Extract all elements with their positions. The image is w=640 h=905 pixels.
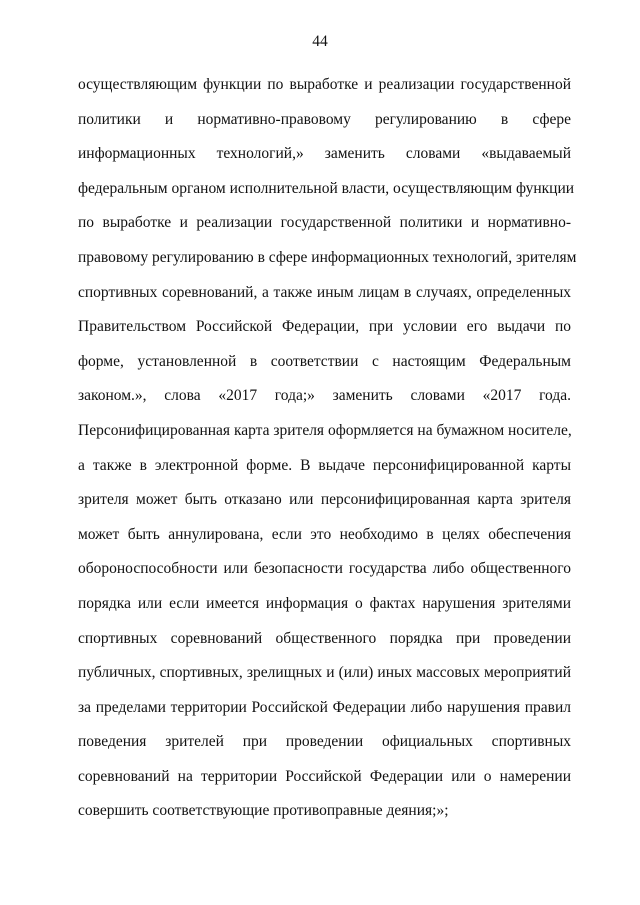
text-line: поведения зрителей при проведении официальных спортивных	[78, 733, 571, 751]
text-line: форме, установленной в соответствии с настоящим Федеральным	[78, 352, 571, 370]
text-line: политики и нормативно-правовому регулированию в сфере	[78, 110, 571, 128]
page-number: 44	[312, 33, 328, 50]
text-line: может быть аннулирована, если это необходимо в целях обеспечения	[78, 525, 571, 543]
text-line: правовому регулированию в сфере информационных технологий, зрителям	[78, 248, 577, 266]
text-line: обороноспособности или безопасности государства либо общественного	[78, 560, 571, 578]
text-line: осуществляющим функции по выработке и реализации государственной	[78, 76, 571, 93]
text-line: законом.», слова «2017 года;» заменить словами «2017 года.	[78, 387, 571, 405]
text-line: спортивных соревнований общественного порядка при проведении	[78, 629, 571, 647]
text-line: а также в электронной форме. В выдаче персонифицированной карты	[78, 456, 571, 474]
text-line: порядка или если имеется информация о фактах нарушения зрителями	[78, 594, 571, 612]
text-line: спортивных соревнований, а также иным лицам в случаях, определенных	[78, 283, 571, 301]
text-line: соревнований на территории Российской Федерации или о намерении	[78, 767, 571, 785]
text-line: зрителя может быть отказано или персонифицированная карта зрителя	[78, 491, 571, 509]
text-line: федеральным органом исполнительной власти, осуществляющим функции	[78, 179, 575, 197]
text-line: Персонифицированная карта зрителя оформляется на бумажном носителе,	[78, 421, 572, 439]
text-line: совершить соответствующие противоправные деяния;»;	[78, 802, 449, 820]
text-line: публичных, спортивных, зрелищных и (или) иных массовых мероприятий	[78, 664, 571, 682]
text-line: по выработке и реализации государственной политики и нормативно-	[78, 214, 571, 232]
text-line: Правительством Российской Федерации, при условии его выдачи по	[78, 318, 571, 336]
text-line: информационных технологий,» заменить словами «выдаваемый	[78, 145, 571, 163]
body-text	[78, 68, 577, 829]
text-line: за пределами территории Российской Федерации либо нарушения правил	[78, 698, 571, 716]
